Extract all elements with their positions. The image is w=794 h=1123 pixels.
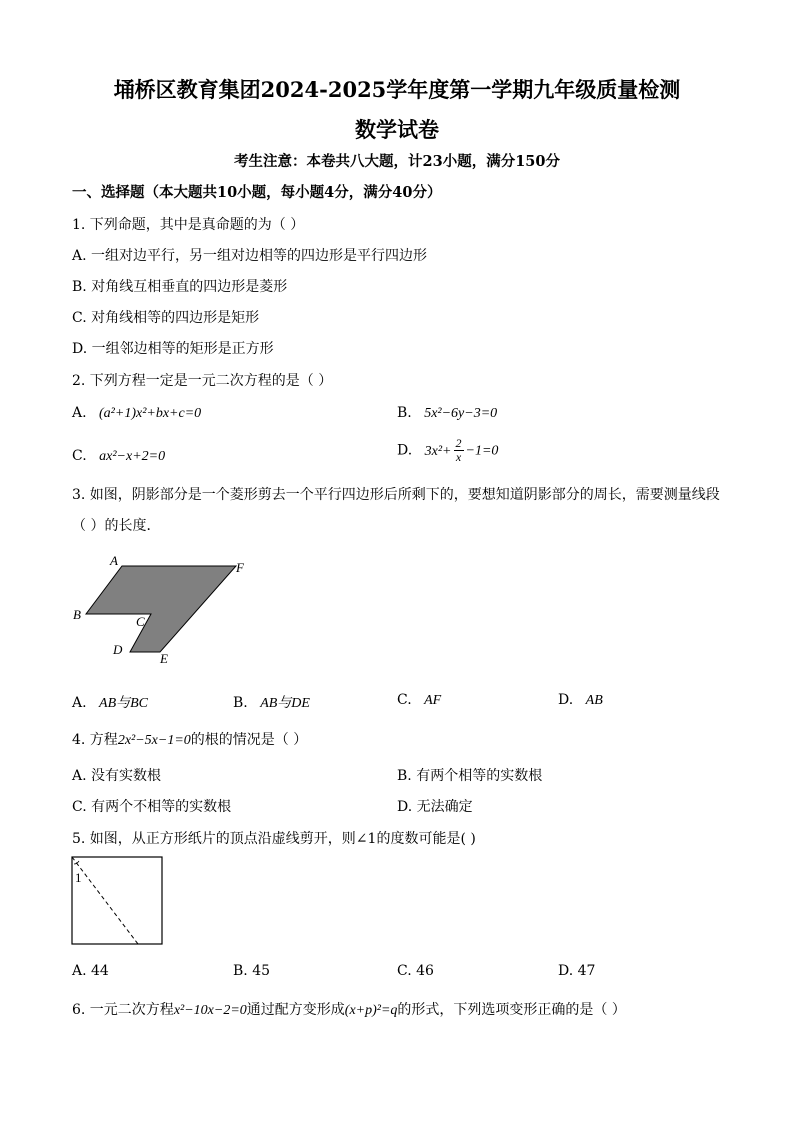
- question-3-option-b: [233, 692, 310, 712]
- stem-prefix: 4. 方程: [72, 732, 118, 748]
- stem-target-form: (x+p)²=q: [344, 1003, 398, 1018]
- question-5-stem: 5. 如图，从正方形纸片的顶点沿虚线剪开，则∠1的度数可能是( ): [72, 831, 476, 847]
- question-1-stem: 1. 下列命题，其中是真命题的为（ ）: [72, 217, 305, 233]
- point-label-a: A: [110, 553, 118, 568]
- question-5-option-b: B. 45: [233, 963, 271, 979]
- shaded-region: [86, 566, 236, 652]
- option-expression: AB与DE: [260, 696, 310, 711]
- dashed-cut-line: [72, 857, 138, 944]
- square-figure: [70, 855, 166, 947]
- square-paper: [72, 857, 162, 944]
- point-label-e: E: [160, 651, 168, 666]
- point-label-d: D: [113, 642, 123, 657]
- fraction-numerator: 2: [455, 436, 462, 450]
- question-2-option-d: [397, 437, 498, 464]
- option-expression: AB与BC: [99, 696, 149, 711]
- question-3-option-a: [72, 692, 148, 712]
- question-2-stem: 2. 下列方程一定是一元二次方程的是（ ）: [72, 373, 333, 389]
- exam-title: 埇桥区教育集团2024-2025学年度第一学期九年级质量检测: [113, 77, 681, 102]
- exam-notice: 考生注意：本卷共八大题，计23小题，满分150分: [234, 153, 560, 170]
- question-5-option-a: A. 44: [72, 963, 109, 979]
- question-5-option-d: D. 47: [558, 963, 596, 979]
- question-5-option-c: C. 46: [397, 963, 434, 979]
- point-label-b: B: [73, 607, 81, 622]
- question-2-option-c: [72, 448, 165, 465]
- question-4-stem: [72, 729, 307, 749]
- option-label: A.: [72, 695, 87, 711]
- option-expression: AF: [424, 693, 442, 708]
- option-expression: ax²−x+2=0: [99, 449, 166, 464]
- question-4-option-c: C. 有两个不相等的实数根: [72, 799, 232, 815]
- point-label-c: C: [136, 614, 145, 629]
- question-2-option-b: [397, 405, 497, 422]
- option-label: C.: [72, 448, 87, 464]
- option-expression: (a²+1)x²+bx+c=0: [99, 406, 202, 421]
- question-1-option-a: A. 一组对边平行，另一组对边相等的四边形是平行四边形: [72, 248, 428, 264]
- stem-suffix: 的形式，下列选项变形正确的是（ ）: [397, 1002, 626, 1018]
- stem-suffix: 的根的情况是（ ）: [190, 732, 308, 748]
- stem-prefix: 6. 一元二次方程: [72, 1002, 174, 1018]
- question-6-stem: [72, 999, 626, 1019]
- option-expression-post: −1=0: [465, 443, 499, 459]
- point-label-f: F: [236, 560, 244, 575]
- option-label: C.: [397, 692, 412, 708]
- exam-subtitle: 数学试卷: [355, 117, 439, 142]
- option-expression: AB: [585, 693, 603, 708]
- option-expression: 5x²−6y−3=0: [424, 406, 498, 421]
- option-label: A.: [72, 405, 87, 421]
- option-label: B.: [233, 695, 248, 711]
- stem-equation: x²−10x−2=0: [173, 1003, 247, 1018]
- question-1-option-d: D. 一组邻边相等的矩形是正方形: [72, 341, 274, 357]
- question-4-option-b: B. 有两个相等的实数根: [397, 768, 543, 784]
- question-3-option-c: [397, 692, 441, 709]
- question-1-option-b: B. 对角线互相垂直的四边形是菱形: [72, 279, 288, 295]
- option-label: D.: [558, 692, 574, 708]
- option-expression-pre: 3x²+: [424, 443, 452, 459]
- fraction: [454, 437, 464, 464]
- option-label: D.: [397, 442, 413, 459]
- section-heading: 一、选择题（本大题共10小题，每小题4分，满分40分）: [72, 184, 442, 201]
- question-4-option-a: A. 没有实数根: [72, 768, 162, 784]
- stem-equation: 2x²−5x−1=0: [117, 733, 191, 748]
- stem-middle: 通过配方变形成: [246, 1002, 345, 1018]
- question-3-stem-line1: 3. 如图，阴影部分是一个菱形剪去一个平行四边形后所剩下的，要想知道阴影部分的周长，需要测量线段: [72, 487, 720, 503]
- question-1-option-c: C. 对角线相等的四边形是矩形: [72, 310, 260, 326]
- question-3-stem-line2: （ ）的长度．: [72, 518, 161, 534]
- angle-label: 1: [75, 870, 82, 885]
- fraction-denominator: x: [455, 450, 462, 464]
- question-3-option-d: [558, 692, 603, 709]
- rhombus-figure: [70, 550, 270, 675]
- question-2-option-a: [72, 405, 201, 422]
- question-4-option-d: D. 无法确定: [397, 799, 473, 815]
- option-label: B.: [397, 405, 412, 421]
